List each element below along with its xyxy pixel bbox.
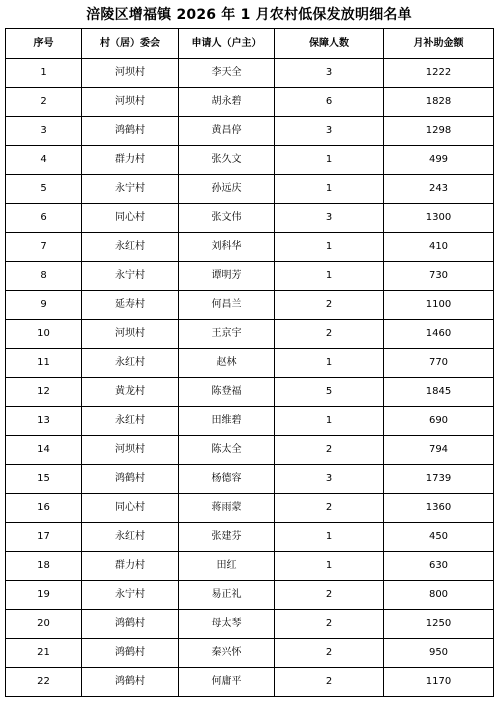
serial-number-cell: 17 <box>6 523 82 552</box>
applicant-cell: 张文伟 <box>179 204 275 233</box>
header-serial-number: 序号 <box>6 29 82 59</box>
monthly-amount-cell: 1300 <box>384 204 494 233</box>
table-row <box>6 59 494 88</box>
village-cell: 永宁村 <box>82 262 179 291</box>
serial-number-cell: 19 <box>6 581 82 610</box>
covered-persons-cell: 1 <box>275 262 384 291</box>
table-row <box>6 552 494 581</box>
monthly-amount-cell: 800 <box>384 581 494 610</box>
applicant-cell: 何庸平 <box>179 668 275 697</box>
village-cell: 永红村 <box>82 233 179 262</box>
covered-persons-cell: 1 <box>275 233 384 262</box>
village-cell: 同心村 <box>82 204 179 233</box>
covered-persons-cell: 1 <box>275 146 384 175</box>
table-body <box>6 59 494 697</box>
document-title: 涪陵区增福镇 2026 年 1 月农村低保发放明细名单 <box>86 7 412 23</box>
serial-number-cell: 14 <box>6 436 82 465</box>
applicant-cell: 陈太全 <box>179 436 275 465</box>
monthly-amount-cell: 1222 <box>384 59 494 88</box>
applicant-cell: 孙远庆 <box>179 175 275 204</box>
covered-persons-cell: 6 <box>275 88 384 117</box>
covered-persons-cell: 2 <box>275 494 384 523</box>
village-cell: 鸿鹤村 <box>82 117 179 146</box>
serial-number-cell: 11 <box>6 349 82 378</box>
serial-number-cell: 20 <box>6 610 82 639</box>
table-row <box>6 436 494 465</box>
applicant-cell: 李天全 <box>179 59 275 88</box>
covered-persons-cell: 2 <box>275 291 384 320</box>
table-row <box>6 581 494 610</box>
applicant-cell: 田红 <box>179 552 275 581</box>
table-row <box>6 494 494 523</box>
table-row <box>6 204 494 233</box>
serial-number-cell: 22 <box>6 668 82 697</box>
monthly-amount-cell: 630 <box>384 552 494 581</box>
village-cell: 河坝村 <box>82 320 179 349</box>
covered-persons-cell: 1 <box>275 552 384 581</box>
village-cell: 永红村 <box>82 407 179 436</box>
serial-number-cell: 9 <box>6 291 82 320</box>
covered-persons-cell: 1 <box>275 175 384 204</box>
covered-persons-cell: 3 <box>275 204 384 233</box>
covered-persons-cell: 1 <box>275 407 384 436</box>
village-cell: 河坝村 <box>82 88 179 117</box>
applicant-cell: 母太琴 <box>179 610 275 639</box>
table-row <box>6 117 494 146</box>
village-cell: 永红村 <box>82 349 179 378</box>
village-cell: 鸿鹤村 <box>82 668 179 697</box>
header-covered-persons: 保障人数 <box>275 29 384 59</box>
monthly-amount-cell: 950 <box>384 639 494 668</box>
serial-number-cell: 13 <box>6 407 82 436</box>
applicant-cell: 杨德容 <box>179 465 275 494</box>
header-village-committee: 村（居）委会 <box>82 29 179 59</box>
village-cell: 鸿鹤村 <box>82 639 179 668</box>
table-row <box>6 407 494 436</box>
monthly-amount-cell: 450 <box>384 523 494 552</box>
applicant-cell: 谭明芳 <box>179 262 275 291</box>
applicant-cell: 张建芬 <box>179 523 275 552</box>
village-cell: 河坝村 <box>82 436 179 465</box>
applicant-cell: 黄昌停 <box>179 117 275 146</box>
monthly-amount-cell: 770 <box>384 349 494 378</box>
village-cell: 同心村 <box>82 494 179 523</box>
serial-number-cell: 10 <box>6 320 82 349</box>
table-row <box>6 146 494 175</box>
table-row <box>6 378 494 407</box>
village-cell: 延寿村 <box>82 291 179 320</box>
serial-number-cell: 6 <box>6 204 82 233</box>
applicant-cell: 胡永碧 <box>179 88 275 117</box>
applicant-cell: 赵林 <box>179 349 275 378</box>
applicant-cell: 何昌兰 <box>179 291 275 320</box>
covered-persons-cell: 5 <box>275 378 384 407</box>
table-row <box>6 610 494 639</box>
serial-number-cell: 18 <box>6 552 82 581</box>
table-row <box>6 175 494 204</box>
covered-persons-cell: 1 <box>275 349 384 378</box>
table-row <box>6 465 494 494</box>
serial-number-cell: 5 <box>6 175 82 204</box>
table-header <box>6 29 494 59</box>
serial-number-cell: 4 <box>6 146 82 175</box>
monthly-amount-cell: 1170 <box>384 668 494 697</box>
monthly-amount-cell: 243 <box>384 175 494 204</box>
covered-persons-cell: 2 <box>275 581 384 610</box>
table-row <box>6 668 494 697</box>
serial-number-cell: 3 <box>6 117 82 146</box>
monthly-amount-cell: 1298 <box>384 117 494 146</box>
table-row <box>6 233 494 262</box>
applicant-cell: 田维碧 <box>179 407 275 436</box>
applicant-cell: 张久文 <box>179 146 275 175</box>
covered-persons-cell: 3 <box>275 117 384 146</box>
village-cell: 鸿鹤村 <box>82 610 179 639</box>
applicant-cell: 刘科华 <box>179 233 275 262</box>
covered-persons-cell: 2 <box>275 610 384 639</box>
monthly-amount-cell: 794 <box>384 436 494 465</box>
serial-number-cell: 15 <box>6 465 82 494</box>
table-row <box>6 523 494 552</box>
village-cell: 永红村 <box>82 523 179 552</box>
monthly-amount-cell: 690 <box>384 407 494 436</box>
serial-number-cell: 21 <box>6 639 82 668</box>
monthly-amount-cell: 1845 <box>384 378 494 407</box>
monthly-amount-cell: 499 <box>384 146 494 175</box>
monthly-amount-cell: 730 <box>384 262 494 291</box>
header-monthly-amount: 月补助金额 <box>384 29 494 59</box>
monthly-amount-cell: 1460 <box>384 320 494 349</box>
table-row <box>6 639 494 668</box>
monthly-amount-cell: 1100 <box>384 291 494 320</box>
village-cell: 永宁村 <box>82 581 179 610</box>
village-cell: 永宁村 <box>82 175 179 204</box>
serial-number-cell: 1 <box>6 59 82 88</box>
monthly-amount-cell: 1828 <box>384 88 494 117</box>
applicant-cell: 王京宇 <box>179 320 275 349</box>
village-cell: 河坝村 <box>82 59 179 88</box>
table-row <box>6 320 494 349</box>
table-row <box>6 291 494 320</box>
applicant-cell: 蒋雨蒙 <box>179 494 275 523</box>
applicant-cell: 陈登福 <box>179 378 275 407</box>
header-applicant: 申请人（户主） <box>179 29 275 59</box>
covered-persons-cell: 2 <box>275 639 384 668</box>
serial-number-cell: 8 <box>6 262 82 291</box>
serial-number-cell: 7 <box>6 233 82 262</box>
covered-persons-cell: 2 <box>275 436 384 465</box>
table-row <box>6 88 494 117</box>
header-row <box>6 29 494 59</box>
village-cell: 黄龙村 <box>82 378 179 407</box>
monthly-amount-cell: 1250 <box>384 610 494 639</box>
applicant-cell: 易正礼 <box>179 581 275 610</box>
covered-persons-cell: 3 <box>275 465 384 494</box>
serial-number-cell: 16 <box>6 494 82 523</box>
village-cell: 鸿鹤村 <box>82 465 179 494</box>
serial-number-cell: 12 <box>6 378 82 407</box>
allowance-table <box>5 28 494 697</box>
monthly-amount-cell: 1739 <box>384 465 494 494</box>
covered-persons-cell: 2 <box>275 320 384 349</box>
covered-persons-cell: 1 <box>275 523 384 552</box>
monthly-amount-cell: 410 <box>384 233 494 262</box>
table-row <box>6 262 494 291</box>
serial-number-cell: 2 <box>6 88 82 117</box>
village-cell: 群力村 <box>82 146 179 175</box>
monthly-amount-cell: 1360 <box>384 494 494 523</box>
covered-persons-cell: 3 <box>275 59 384 88</box>
village-cell: 群力村 <box>82 552 179 581</box>
table-row <box>6 349 494 378</box>
covered-persons-cell: 2 <box>275 668 384 697</box>
applicant-cell: 秦兴怀 <box>179 639 275 668</box>
